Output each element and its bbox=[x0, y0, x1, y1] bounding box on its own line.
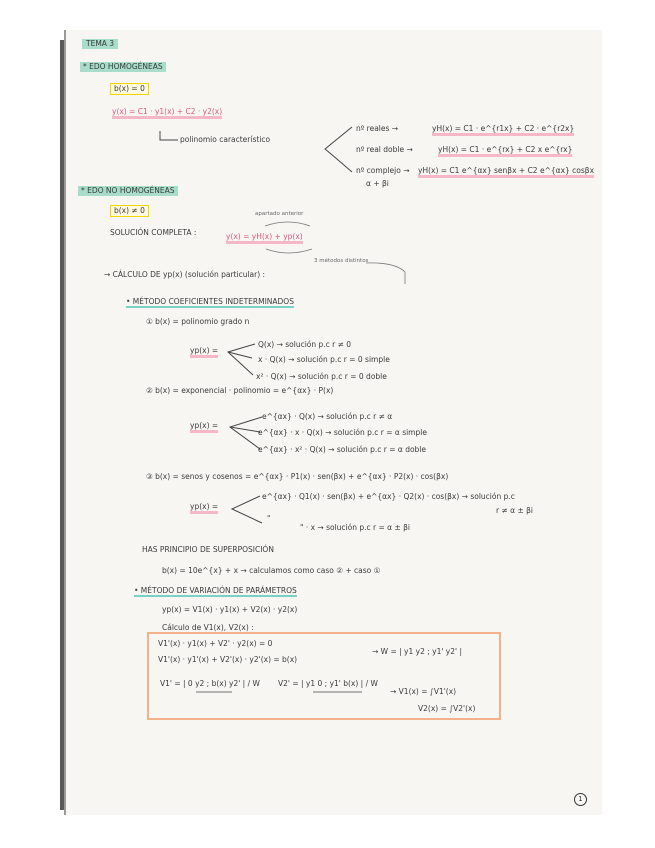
case2-label: nº real doble → bbox=[356, 145, 413, 154]
box-v2: V2' = | y1 0 ; y1' b(x) | / W bbox=[278, 679, 378, 688]
condition-homog: b(x) = 0 bbox=[110, 83, 149, 95]
m2-r1: e^{αx} · Q(x) → solución p.c r ≠ α bbox=[262, 412, 393, 421]
box-wronskian: → W = | y1 y2 ; y1' y2' | bbox=[372, 647, 462, 656]
section-title-no-homogeneas: * EDO NO HOMOGÉNEAS bbox=[78, 186, 178, 196]
m1-case1: ① b(x) = polinomio grado n bbox=[146, 317, 250, 326]
m1-r3: x² · Q(x) → solución p.c r = 0 doble bbox=[256, 372, 387, 381]
box-result-1: → V1(x) = ∫V1'(x) bbox=[390, 687, 457, 696]
box-result-2: V2(x) = ∫V2'(x) bbox=[418, 704, 476, 713]
m1-r1: Q(x) → solución p.c r ≠ 0 bbox=[258, 340, 352, 349]
page-number: 1 bbox=[574, 793, 587, 806]
note-apartado: apartado anterior bbox=[255, 211, 304, 217]
case2-formula: yH(x) = C1 · e^{rx} + C2 x e^{rx} bbox=[438, 146, 572, 157]
box-v1: V1' = | 0 y2 ; b(x) y2' | / W bbox=[160, 679, 260, 688]
calculo-yp: → CÁLCULO DE yp(x) (solución particular) : bbox=[104, 270, 266, 279]
m2-r3: e^{αx} · x² · Q(x) → solución p.c r = α doble bbox=[258, 445, 427, 454]
poly-label: polinomio característico bbox=[180, 135, 271, 144]
solucion-formula: y(x) = yH(x) + yp(x) bbox=[226, 233, 303, 244]
case3-formula: yH(x) = C1 e^{αx} senβx + C2 e^{αx} cosβx bbox=[418, 167, 594, 178]
solucion-label: SOLUCIÓN COMPLETA : bbox=[110, 228, 197, 237]
tema-label: TEMA 3 bbox=[82, 39, 118, 49]
superposicion-title: HAS PRINCIPIO DE SUPERPOSICIÓN bbox=[142, 545, 274, 554]
m1-case3: ③ b(x) = senos y cosenos = e^{αx} · P1(x) · sen(βx) + e^{αx} · P2(x) · cos(βx) bbox=[146, 472, 449, 481]
m3-r1b: r ≠ α ± βi bbox=[496, 506, 534, 515]
general-solution: y(x) = C1 · y1(x) + C2 · y2(x) bbox=[112, 108, 222, 119]
method1-title: • MÉTODO COEFICIENTES INDETERMINADOS bbox=[126, 297, 294, 306]
note-metodos: 3 métodos distintos bbox=[314, 258, 369, 264]
m3-r2a: " bbox=[267, 514, 271, 523]
method2-title: • MÉTODO DE VARIACIÓN DE PARÁMETROS bbox=[134, 586, 297, 595]
m2-r2: e^{αx} · x · Q(x) → solución p.c r = α simple bbox=[258, 428, 427, 437]
yp-label-1: yp(x) = bbox=[190, 347, 218, 358]
m3-r2: " · x → solución p.c r = α ± βi bbox=[300, 523, 411, 532]
case1-formula: yH(x) = C1 · e^{r1x} + C2 · e^{r2x} bbox=[432, 125, 574, 136]
case1-label: nº reales → bbox=[356, 124, 399, 133]
vp-calculo: Cálculo de V1(x), V2(x) : bbox=[162, 623, 254, 632]
vp-formula: yp(x) = V1(x) · y1(x) + V2(x) · y2(x) bbox=[162, 605, 298, 614]
m1-r2: x · Q(x) → solución p.c r = 0 simple bbox=[258, 355, 390, 364]
case3-sub: α + βi bbox=[366, 179, 389, 188]
section-title-homogeneas: * EDO HOMOGÉNEAS bbox=[80, 62, 166, 72]
m1-case2: ② b(x) = exponencial · polinomio = e^{αx} · P(x) bbox=[146, 386, 334, 395]
m3-r1: e^{αx} · Q1(x) · sen(βx) + e^{αx} · Q2(x) · cos(βx) → solución p.c bbox=[262, 492, 515, 501]
case3-label: nº complejo → bbox=[356, 166, 410, 175]
box-eq2: V1'(x) · y1'(x) + V2'(x) · y2'(x) = b(x) bbox=[158, 655, 298, 664]
yp-label-3: yp(x) = bbox=[190, 503, 218, 514]
condition-nohomog: b(x) ≠ 0 bbox=[110, 205, 149, 217]
yp-label-2: yp(x) = bbox=[190, 422, 218, 433]
superposicion-example: b(x) = 10e^{x} + x → calculamos como caso ② + caso ① bbox=[162, 566, 381, 575]
box-eq1: V1'(x) · y1(x) + V2' · y2(x) = 0 bbox=[158, 639, 273, 648]
